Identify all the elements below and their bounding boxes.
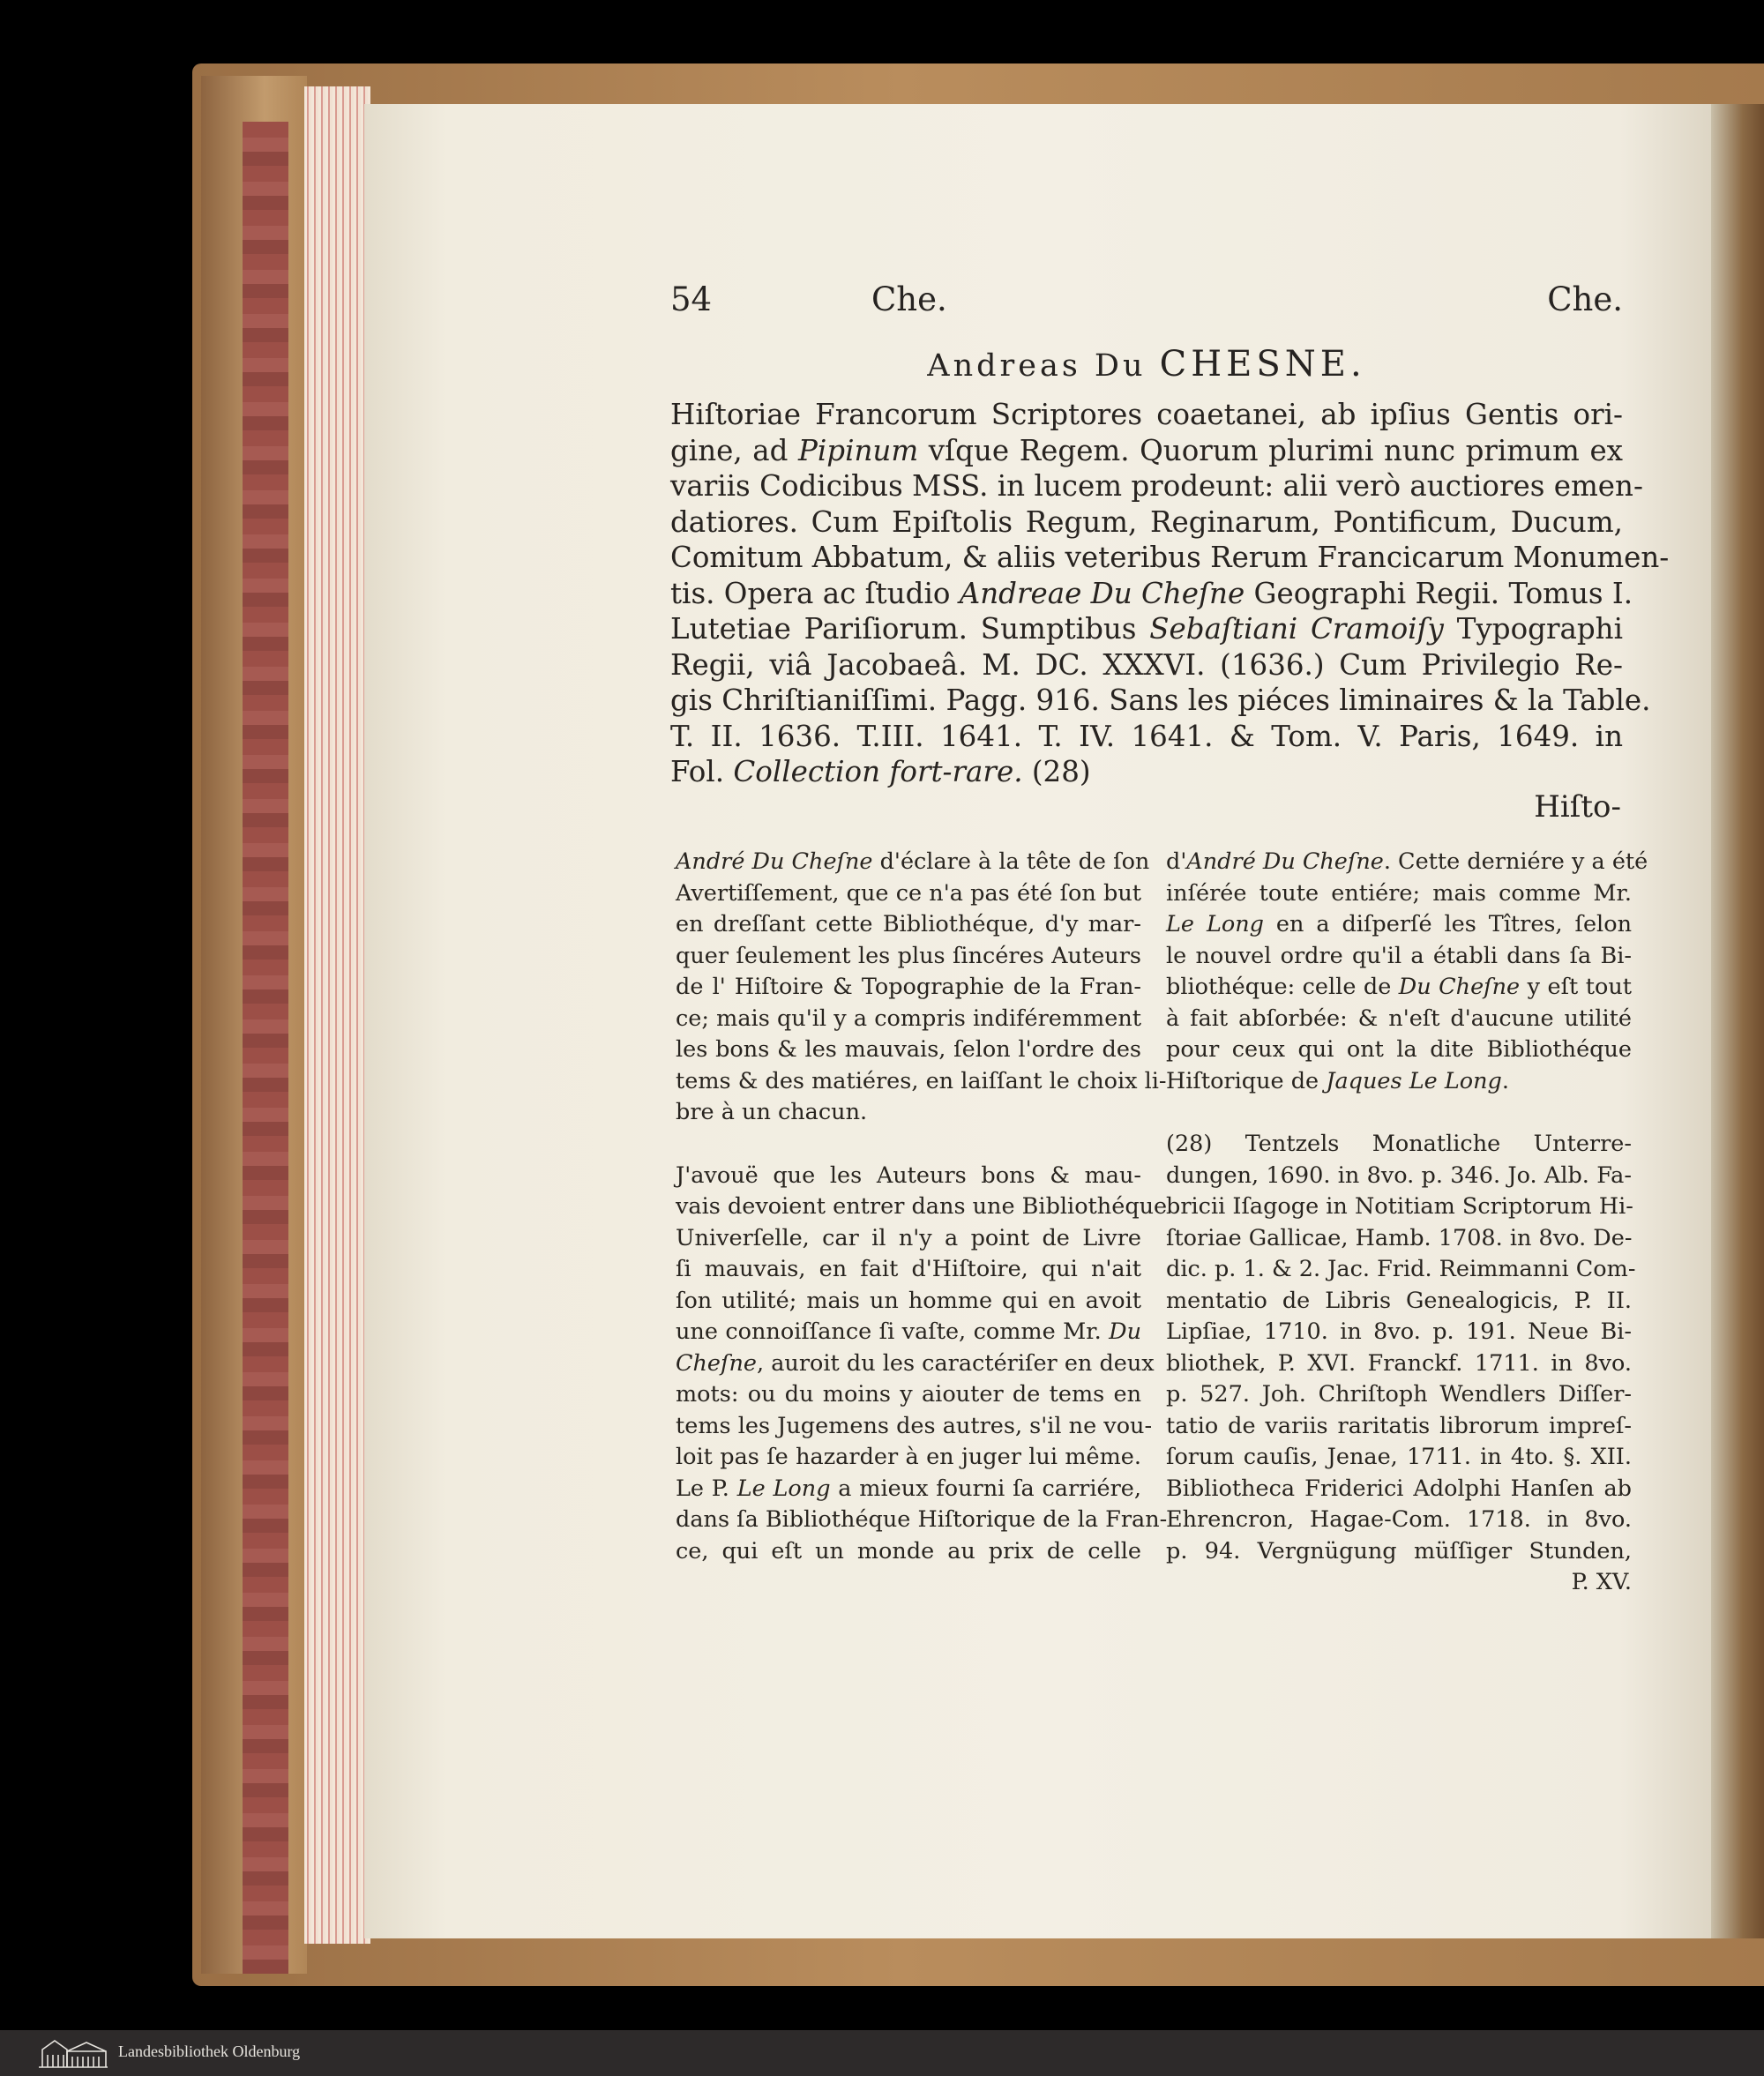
text-line: pour ceux qui ont la dite Bibliothéque	[1166, 1036, 1632, 1063]
text-line: gine, ad Pipinum vſque Regem. Quorum plurimi nunc primum ex	[670, 433, 1624, 467]
running-head-right: Che.	[1547, 280, 1623, 318]
entry-title-small: Andreas Du	[927, 348, 1147, 384]
paragraph-gap	[676, 1129, 1141, 1161]
text-line: mots: ou du moins y aiouter de tems en	[676, 1381, 1141, 1408]
text-line: bliothéque: celle de Du Cheſne y eſt tout	[1166, 974, 1632, 1000]
text-line: inſérée toute entiére; mais comme Mr.	[1166, 879, 1632, 907]
main-entry-text	[670, 397, 1670, 790]
entry-title-big: CHESNE.	[1159, 344, 1366, 385]
text-line: Avertiſſement, que ce n'a pas été ſon but	[676, 879, 1141, 907]
text-line: Fol. Collection fort-rare. (28)	[670, 755, 1091, 788]
text-line: Ehrencron, Hagae-Com. 1718. in 8vo.	[1166, 1506, 1632, 1533]
text-line: variis Codicibus MSS. in lucem prodeunt: alii verò auctiores emen-	[670, 469, 1643, 503]
text-line: ce, qui eſt un monde au prix de celle	[676, 1537, 1141, 1564]
text-line: datiores. Cum Epiſtolis Regum, Reginarum, Pontificum, Ducum,	[670, 504, 1623, 539]
paragraph-gap	[1166, 1097, 1632, 1129]
text-line: p. 527. Joh. Chriſtoph Wendlers Diſſer-	[1166, 1381, 1632, 1408]
text-line: Cheſne, auroit du les caractériſer en deux	[676, 1349, 1155, 1377]
text-line: loit pas ſe hazarder à en juger lui même.	[676, 1444, 1141, 1470]
text-line: Comitum Abbatum, & aliis veteribus Rerum Francicarum Monumen-	[670, 541, 1670, 574]
signature-continuation: P. XV.	[1571, 1569, 1632, 1595]
text-line: d'André Du Cheſne. Cette derniére y a été	[1166, 848, 1648, 875]
text-line: T. II. 1636. T.III. 1641. T. IV. 1641. & Tom. V. Paris, 1649. in	[670, 719, 1623, 753]
book-gutter	[1711, 104, 1764, 1938]
text-line: Hiſtorique de Jaques Le Long.	[1166, 1067, 1509, 1094]
text-line: vais devoient entrer dans une Bibliothéque	[676, 1193, 1168, 1220]
text-line: tems & des matiéres, en laiſſant le choix li-	[676, 1067, 1167, 1094]
text-line: de l' Hiſtoire & Topographie de la Fran-	[676, 974, 1141, 1000]
text-line: les bons & les mauvais, ſelon l'ordre des	[676, 1036, 1141, 1063]
text-line: bricii Iſagoge in Notitiam Scriptorum Hi-	[1166, 1193, 1633, 1220]
catchword: Hiſto-	[1534, 789, 1621, 825]
text-line: ce; mais qu'il y a compris indiféremment	[676, 1004, 1141, 1032]
text-line: ſi mauvais, en fait d'Hiſtoire, qui n'ait	[676, 1256, 1141, 1282]
text-line: dic. p. 1. & 2. Jac. Frid. Reimmanni Com-	[1166, 1256, 1636, 1282]
text-line: quer ſeulement les plus ſincéres Auteurs	[676, 942, 1141, 969]
text-line: Le Long en a diſperſé les Tîtres, ſelon	[1166, 911, 1632, 937]
spine-strip	[243, 122, 288, 1974]
text-line: Le P. Le Long a mieux fourni ſa carriére,	[676, 1475, 1141, 1502]
text-line: bre à un chacun.	[676, 1099, 868, 1125]
text-line: Regii, viâ Jacobaeâ. M. DC. XXXVI. (1636.) Cum Privilegio Re-	[670, 647, 1623, 682]
text-line: tatio de variis raritatis librorum impreſ-	[1166, 1412, 1632, 1439]
text-line: une connoiſſance ſi vaſte, comme Mr. Du	[676, 1318, 1141, 1345]
text-line: tis. Opera ac ſtudio Andreae Du Cheſne Geographi Regii. Tomus I.	[670, 576, 1633, 610]
text-line: Univerſelle, car il n'y a point de Livre	[676, 1224, 1141, 1251]
footer-bar	[0, 2030, 1764, 2076]
running-head-left: Che.	[871, 280, 947, 318]
right-column	[1166, 847, 1648, 1599]
institution-name: Landesbibliothek Oldenburg	[118, 2042, 301, 2060]
text-line: André Du Cheſne d'éclare à la tête de ſon	[676, 848, 1150, 875]
text-line: ſorum cauſis, Jenae, 1711. in 4to. §. XII.	[1166, 1444, 1632, 1470]
page-number: 54	[670, 280, 713, 318]
text-line: en dreſſant cette Bibliothéque, d'y mar-	[676, 911, 1141, 937]
entry-title	[670, 344, 1623, 385]
text-line: Lipſiae, 1710. in 8vo. p. 191. Neue Bi-	[1166, 1318, 1632, 1345]
text-line: gis Chriſtianiſſimi. Pagg. 916. Sans les piéces liminaires & la Table.	[670, 683, 1651, 717]
text-line: dans ſa Bibliothéque Hiſtorique de la Fran-	[676, 1506, 1168, 1533]
running-head	[670, 280, 1623, 321]
text-line: mentatio de Libris Genealogicis, P. II.	[1166, 1287, 1632, 1314]
text-line: Bibliotheca Friderici Adolphi Hanſen ab	[1166, 1475, 1632, 1502]
page-edges	[304, 86, 370, 1944]
text-line: ſon utilité; mais un homme qui en avoit	[676, 1287, 1141, 1314]
text-line: bliothek, P. XVI. Franckf. 1711. in 8vo.	[1166, 1349, 1632, 1377]
text-line: dungen, 1690. in 8vo. p. 346. Jo. Alb. Fa-	[1166, 1161, 1632, 1189]
text-line: Lutetiae Pariſiorum. Sumptibus Sebaſtiani Cramoiſy Typographi	[670, 612, 1623, 646]
text-line: ſtoriae Gallicae, Hamb. 1708. in 8vo. De-	[1166, 1224, 1633, 1251]
text-line: (28) Tentzels Monatliche Unterre-	[1166, 1131, 1632, 1157]
text-line: J'avouë que les Auteurs bons & mau-	[676, 1161, 1141, 1189]
text-line: p. 94. Vergnügung müſſiger Stunden,	[1166, 1537, 1632, 1564]
text-line: tems les Jugemens des autres, s'il ne vou-	[676, 1412, 1153, 1439]
library-building-icon	[37, 2037, 109, 2069]
left-column	[676, 847, 1168, 1567]
text-line: le nouvel ordre qu'il a établi dans ſa Bi-	[1166, 942, 1632, 969]
text-line: à fait abſorbée: & n'eſt d'aucune utilité	[1166, 1004, 1632, 1032]
text-line: Hiſtoriae Francorum Scriptores coaetanei, ab ipſius Gentis ori-	[670, 398, 1623, 431]
